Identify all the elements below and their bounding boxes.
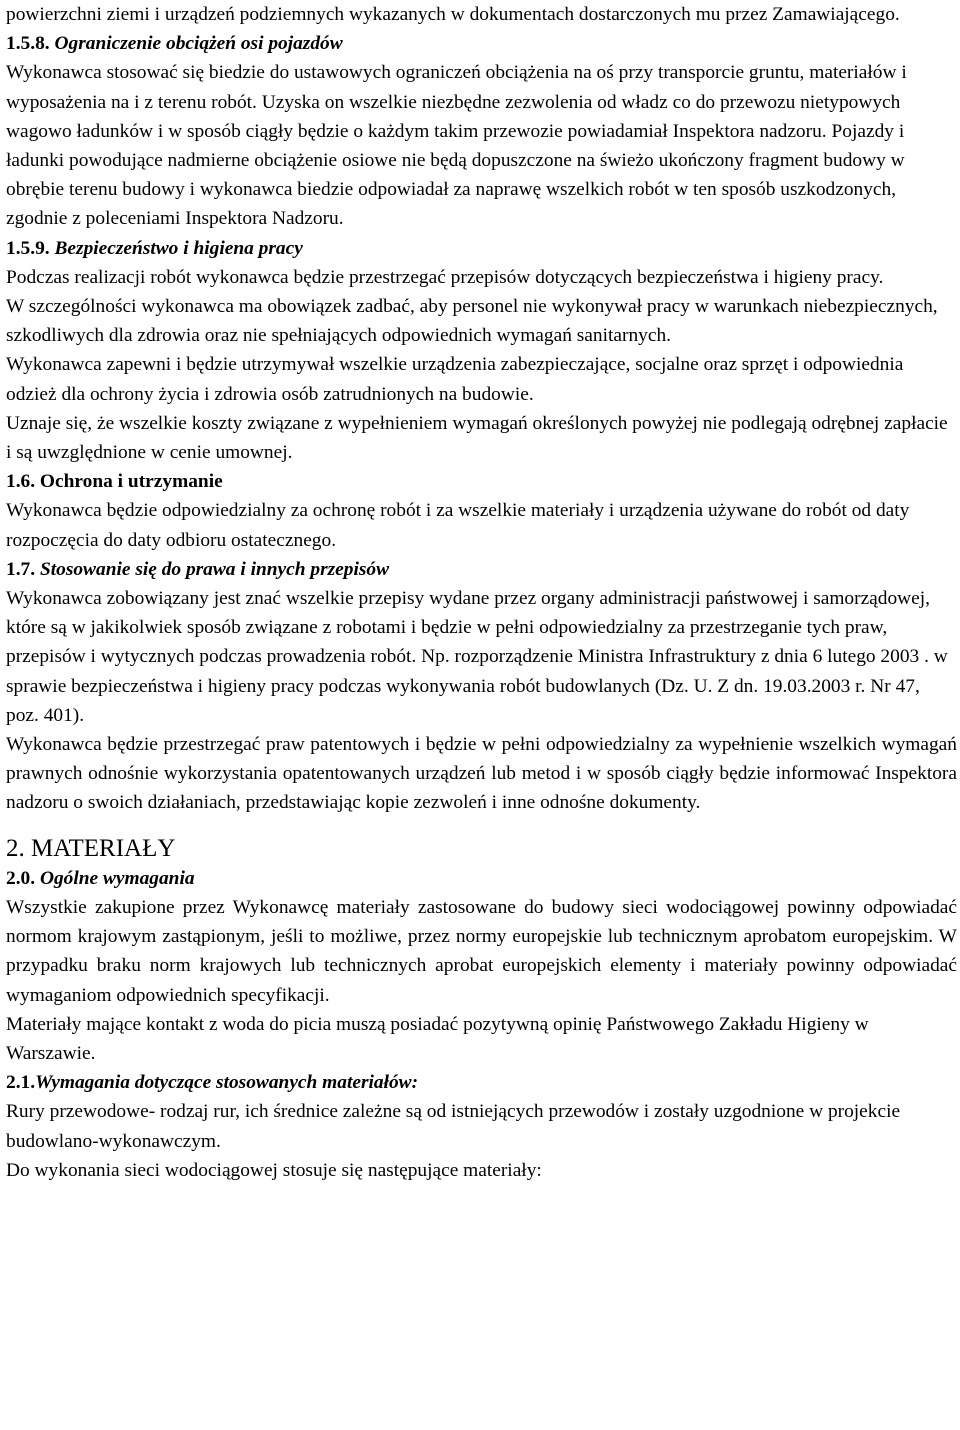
heading-title: Wymagania dotyczące stosowanych materiałów: (35, 1072, 419, 1094)
heading-number: 2.0. (6, 867, 36, 889)
paragraph-2-0-a: Wszystkie zakupione przez Wykonawcę materiały zastosowane do budowy sieci wodociągowej powinny odpowiadać normom krajowym zastąpionym, jeśli to możliwe, przez normy europejskie lub technicznym aprobatom europejskim. W przypadku braku norm krajowych lub technicznych aprobat europejskich elementy i materiały powinny odpowiadać wymaganiom odpowiednich specyfikacji. (6, 896, 957, 1006)
paragraph-1-5-9-a: Podczas realizacji robót wykonawca będzie przestrzegać przepisów dotyczących bezpieczeństwa i higieny pracy. (6, 266, 884, 288)
heading-number: 1.7. (6, 558, 36, 580)
heading-1-7 (6, 555, 957, 584)
paragraph-1-5-9-d: Uznaje się, że wszelkie koszty związane z wypełnieniem wymagań określonych powyżej nie podlegają odrębnej zapłacie i są uwzględnione w cenie umownej. (6, 412, 948, 464)
sentence: Pojazdy i ładunki powodujące nadmierne obciążenie osiowe nie będą dopuszczone na świeżo ukończony fragment budowy w obrębie terenu budowy i wykonawca biedzie odpowiadał za naprawę wszelkich robót w ten sposób uszkodzonych, zgodnie z poleceniami Inspektora Nadzoru. (6, 120, 905, 230)
paragraph-2-1-a: Rury przewodowe- rodzaj rur, ich średnice zależne są od istniejących przewodów i zostały uzgodnione w projekcie budowlano-wykonawczym. (6, 1101, 901, 1152)
heading-title: Ograniczenie obciążeń osi pojazdów (54, 33, 343, 55)
paragraph-1-5-8 (6, 58, 957, 233)
paragraph-1-6: Wykonawca będzie odpowiedzialny za ochronę robót i za wszelkie materiały i urządzenia używane do robót od daty rozpoczęcia do daty odbioru ostatecznego. (6, 500, 910, 551)
heading-number: 1.5.8. (6, 33, 50, 55)
heading-1-5-8 (6, 29, 957, 58)
sentence: Uzyska on wszelkie niezbędne zezwolenia od władz co do przewozu nietypowych wagowo ładunków i w sposób ciągły będzie o każdym takim przewozie powiadamiał Inspektora nadzoru. (6, 91, 901, 142)
heading-2-0 (6, 864, 957, 893)
paragraph-1-5-9-c: Wykonawca zapewni i będzie utrzymywał wszelkie urządzenia zabezpieczające, socjalne oraz sprzęt i odpowiednia odzież dla ochrony życia i zdrowia osób zatrudnionych na budowie. (6, 354, 904, 405)
sentence: Wykonawca stosować się biedzie do ustawowych ograniczeń obciążenia na oś przy transporcie gruntu, materiałów i wyposażenia na i z terenu robót. (6, 62, 907, 113)
heading-1-6: 1.6. Ochrona i utrzymanie (6, 471, 223, 493)
heading-2-1 (6, 1068, 957, 1097)
paragraph-2-1-b: Do wykonania sieci wodociągowej stosuje się następujące materiały: (6, 1159, 542, 1181)
heading-1-5-9 (6, 234, 957, 263)
paragraph-intro: powierzchni ziemi i urządzeń podziemnych wykazanych w dokumentach dostarczonych mu przez Zamawiającego. (6, 4, 900, 25)
paragraph-1-7-b: Wykonawca będzie przestrzegać praw patentowych i będzie w pełni odpowiedzialny za wypełnienie wszelkich wymagań prawnych odnośnie wykorzystania opatentowanych urządzeń lub metod i w sposób ciągły będzie informować Inspektora nadzoru o swoich działaniach, przedstawiając kopie zezwoleń i inne odnośne dokumenty. (6, 734, 957, 814)
heading-number: 2.1. (6, 1072, 36, 1094)
paragraph-1-5-9-b: W szczególności wykonawca ma obowiązek zadbać, aby personel nie wykonywał pracy w warunkach niebezpiecznych, szkodliwych dla zdrowia oraz nie spełniających odpowiednich wymagań sanitarnych. (6, 296, 938, 347)
paragraph-1-7-a: Wykonawca zobowiązany jest znać wszelkie przepisy wydane przez organy administracji państwowej i samorządowej, które są w jakikolwiek sposób związane z robotami i będzie w pełni odpowiedzialny za przestrzeganie tych praw, przepisów i wytycznych podczas prowadzenia robót. Np. rozporządzenie Ministra Infrastruktury z dnia 6 lutego 2003 . w sprawie bezpieczeństwa i higieny pracy podczas wykonywania robót budowlanych (Dz. U. Z dn. 19.03.2003 r. Nr 47, poz. 401). (6, 588, 948, 726)
heading-title: Ogólne wymagania (39, 867, 195, 889)
section-title-materials: 2. MATERIAŁY (6, 834, 176, 862)
heading-number: 1.5.9. (6, 237, 50, 259)
paragraph-2-0-b: Materiały mające kontakt z woda do picia muszą posiadać pozytywną opinię Państwowego Zakładu Higieny w Warszawie. (6, 1013, 869, 1064)
heading-title: Stosowanie się do prawa i innych przepisów (39, 558, 390, 580)
heading-title: Bezpieczeństwo i higiena pracy (54, 237, 303, 259)
